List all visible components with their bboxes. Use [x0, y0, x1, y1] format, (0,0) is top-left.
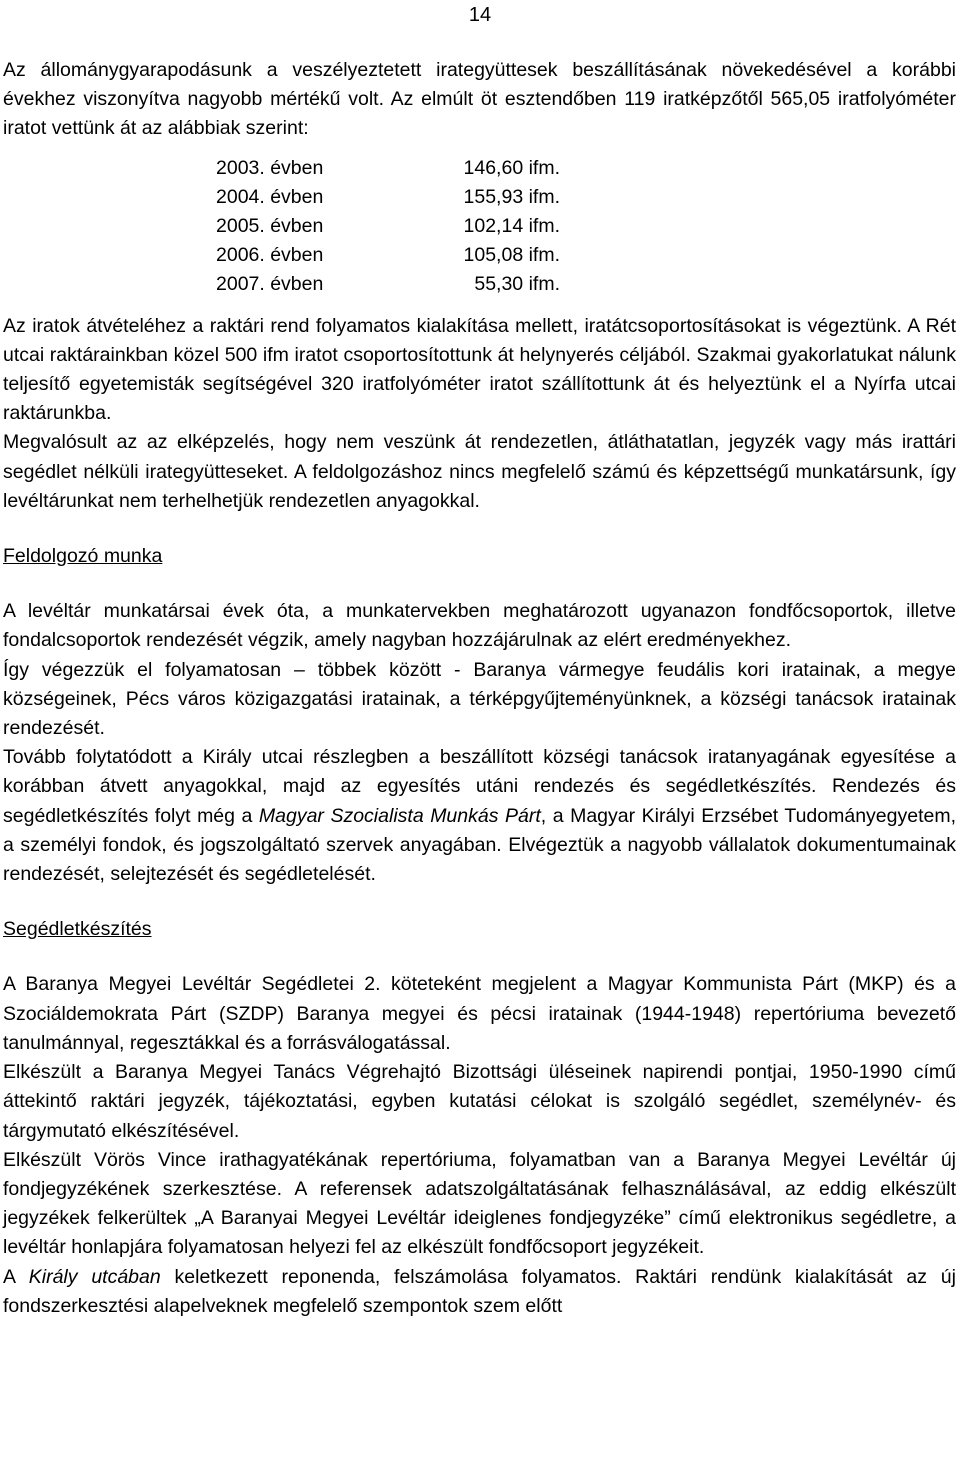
- finding-aids-p4-text-a: A: [3, 1265, 29, 1288]
- page-number: 14: [468, 4, 492, 26]
- processing-paragraph-2: Így végezzük el folyamatosan – többek között - Baranya vármegye feudális kori iratainak, a megye községeinek, Pécs város közigazgatási iratainak, a térképgyűjteményünknek, a községi tanácsok iratainak rendezését.: [3, 658, 956, 740]
- acquisition-year: 2004. évben: [216, 185, 324, 208]
- acquisition-value: 146,60 ifm.: [463, 156, 560, 179]
- finding-aids-paragraph-4: [3, 1263, 956, 1321]
- acquisition-year: 2005. évben: [216, 215, 324, 238]
- section-title-processing: Feldolgozó munka: [3, 545, 163, 568]
- acquisition-row: [216, 183, 560, 212]
- processing-paragraph-1: A levéltár munkatársai évek óta, a munkatervekben meghatározott ugyanazon fondfőcsoportok, illetve fondalcsoportok rendezését végzik, amely nagyban hozzájárulnak az elért eredményekhez.: [3, 600, 956, 652]
- finding-aids-paragraph-2: Elkészült a Baranya Megyei Tanács Végrehajtó Bizottsági üléseinek napirendi pontjai, 1950-1990 című áttekintő raktári jegyzék, tájékoztatási, egyben kutatási célokat is szolgáló segédlet, személynév- és tárgymutató elkészítésével.: [3, 1061, 956, 1142]
- acquisition-value: 102,14 ifm.: [463, 215, 560, 238]
- section-title-finding-aids: Segédletkészítés: [3, 918, 152, 941]
- transfer-paragraph: Az iratok átvételéhez a raktári rend folyamatos kialakítása mellett, iratátcsoportosításokat is végeztünk. A Rét utcai raktárainkban közel 500 ifm iratot csoportosítottunk át helynyerés céljából. Szakmai gyakorlatukat nálunk teljesítő egyetemisták segítségével 320 iratfolyóméter iratot szállítottunk át és helyeztünk el a Nyírfa utcai raktárunkba.: [3, 314, 956, 425]
- finding-aids-paragraph-3: Elkészült Vörös Vince irathagyatékának repertóriuma, folyamatban van a Baranya Megyei Levéltár új fondjegyzékének szerkesztése. A referensek adatszolgáltatásának felhasználásával, az eddig elkészült jegyzékek felkerültek „A Baranyai Megyei Levéltár ideiglenes fondjegyzéke” című elektronikus segédletre, a levéltár honlapjára folyamatosan helyezi fel az elkészült fondfőcsoport jegyzékeit.: [3, 1148, 956, 1259]
- document-body: [3, 56, 956, 1321]
- finding-aids-p4-text-b: keletkezett reponenda, felszámolása folyamatos. Raktári rendünk kialakítását az új fondszerkesztési alapelveknek megfelelő szempontok szem előtt: [3, 1265, 956, 1317]
- acquisition-year: 2007. évben: [216, 273, 324, 296]
- acquisition-row: [216, 154, 560, 183]
- acquisition-year: 2006. évben: [216, 244, 324, 267]
- acquisition-table: [216, 154, 560, 300]
- finding-aids-paragraph-1: A Baranya Megyei Levéltár Segédletei 2. köteteként megjelent a Magyar Kommunista Párt (MKP) és a Szociáldemokrata Párt (SZDP) Baranya megyei és pécsi iratainak (1944-1948) repertóriuma bevezető tanulmánnyal, regesztákkal és a forrásválogatással.: [3, 973, 956, 1054]
- processing-p3-italic: Magyar Szocialista Munkás Párt: [258, 804, 541, 827]
- intro-paragraph: Az állománygyarapodásunk a veszélyeztetett irategyüttesek beszállításának növekedésével a korábbi évekhez viszonyítva nagyobb mértékű volt. Az elmúlt öt esztendőben 119 iratképzőtől 565,05 iratfolyóméter iratot vettünk át az alábbiak szerint:: [3, 59, 956, 140]
- processing-paragraph-3: [3, 743, 956, 889]
- processing-p3-text-a: Tovább folytatódott a Király utcai részlegben a beszállított községi tanácsok iratanyagának egyesítése a korábban átvett anyagokkal, majd az egyesítés utáni rendezés és segédletkészítés. Rendezés és segédletkészítés folyt még a: [3, 746, 956, 827]
- realized-paragraph: Megvalósult az az elképzelés, hogy nem veszünk át rendezetlen, átláthatatlan, jegyzék vagy más irattári segédlet nélküli irategyütteseket. A feldolgozáshoz nincs megfelelő számú és képzettségű munkatársunk, így levéltárunkat nem terhelhetjük rendezetlen anyagokkal.: [3, 431, 956, 512]
- acquisition-value: 105,08 ifm.: [463, 244, 560, 267]
- acquisition-year: 2003. évben: [216, 156, 324, 179]
- acquisition-row: [216, 241, 560, 270]
- processing-p3-text-b: , a Magyar Királyi Erzsébet Tudományegyetem, a személyi fondok, és jogszolgáltató szervek anyagában. Elvégeztük a nagyobb vállalatok dokumentumainak rendezését, selejtezését és segédletelését.: [3, 804, 956, 886]
- acquisition-value: 155,93 ifm.: [463, 185, 560, 208]
- acquisition-row: [216, 212, 560, 241]
- acquisition-value: 55,30 ifm.: [474, 273, 560, 296]
- finding-aids-p4-italic: Király utcában: [28, 1265, 161, 1288]
- acquisition-row: [216, 270, 560, 299]
